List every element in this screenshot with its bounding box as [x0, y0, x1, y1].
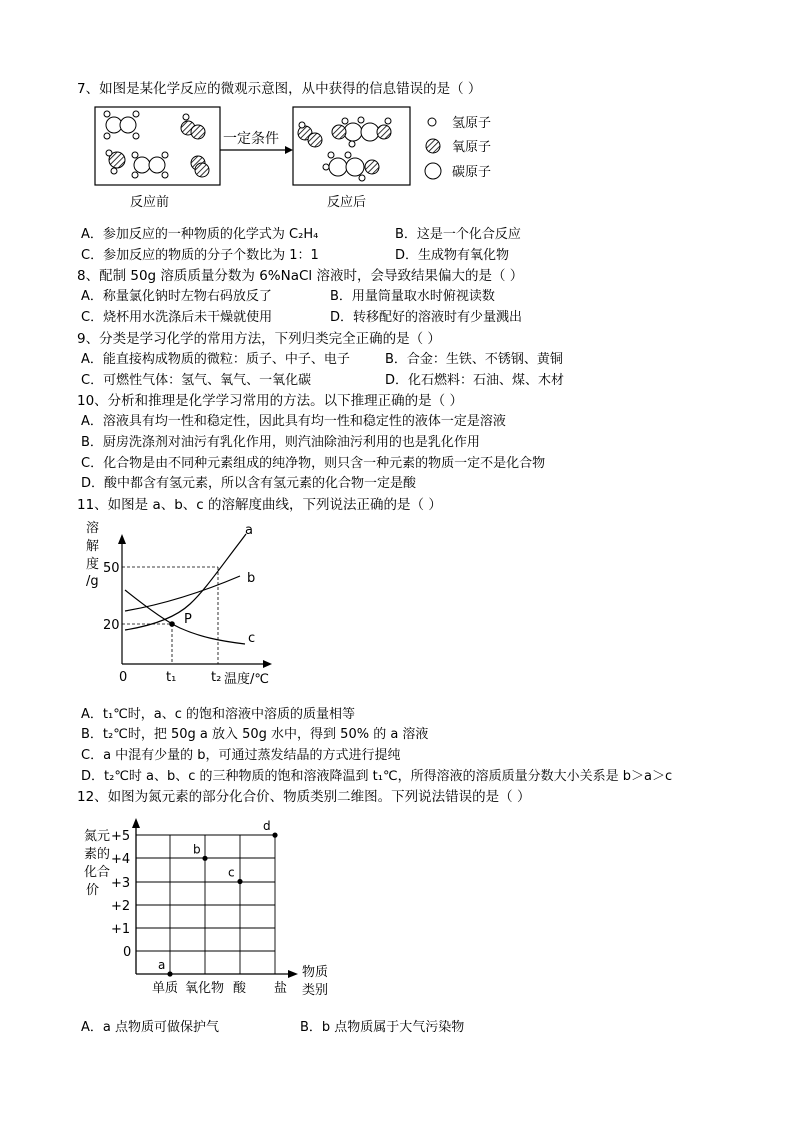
- point-label-a: a: [158, 958, 166, 972]
- curve-b-label: b: [247, 571, 256, 586]
- x-label-2: 类别: [302, 983, 329, 998]
- arrow-label: 一定条件: [223, 131, 279, 147]
- y-tick-0: 0: [123, 945, 132, 960]
- x-tick-acid: 酸: [233, 981, 247, 996]
- y-label-2: 素的: [84, 847, 111, 862]
- q7-option-b: B．这是一个化合反应: [395, 227, 521, 242]
- x-tick-t1: t₁: [166, 670, 177, 685]
- q7-option-a: A．参加反应的一种物质的化学式为 C₂H₄: [81, 227, 319, 242]
- before-caption: 反应前: [130, 195, 170, 210]
- x-tick-element: 单质: [152, 981, 179, 996]
- curve-c-label: c: [248, 631, 256, 646]
- point-b: [202, 856, 207, 861]
- point-p: [169, 621, 175, 627]
- q12-option-a: A．a 点物质可做保护气: [81, 1020, 219, 1035]
- water-molecule: [106, 150, 125, 174]
- x-tick-oxide: 氧化物: [185, 981, 225, 996]
- y-tick-plus2: +2: [111, 899, 131, 914]
- curve-b: [125, 576, 240, 611]
- q7-option-d: D．生成物有氧化物: [395, 248, 510, 263]
- ethylene-molecule-2: [132, 152, 168, 178]
- curve-a-label: a: [245, 523, 253, 538]
- hydrogen-atom-icon: [428, 118, 436, 126]
- point-label-d: d: [263, 819, 271, 834]
- q8-option-d: D．转移配好的溶液时有少量溅出: [330, 310, 523, 325]
- q10-option-c: C．化合物是由不同种元素组成的纯净物，则只含一种元素的物质一定不是化合物: [81, 456, 546, 471]
- q10-stem: 10、分析和推理是化学学习常用的方法。以下推理正确的是（ ）: [77, 393, 463, 409]
- q7-option-c: C．参加反应的物质的分子个数比为 1：1: [81, 248, 319, 263]
- y-tick-plus4: +4: [111, 852, 131, 867]
- q12-option-b: B．b 点物质属于大气污染物: [300, 1020, 465, 1035]
- x-tick-t2: t₂: [211, 670, 222, 685]
- q8-option-c: C．烧杯用水洗涤后未干燥就使用: [81, 310, 273, 325]
- y-tick-50: 50: [103, 561, 120, 576]
- q12-stem: 12、如图为氮元素的部分化合价、物质类别二维图。下列说法错误的是（ ）: [77, 789, 531, 805]
- y-tick-plus3: +3: [111, 876, 131, 891]
- y-label-4: 价: [86, 883, 100, 898]
- q9-option-d: D．化石燃料：石油、煤、木材: [385, 373, 565, 388]
- legend-oxygen: 氧原子: [452, 140, 492, 155]
- q12-valence-chart: [80, 810, 340, 1005]
- q11-solubility-chart: [80, 518, 280, 690]
- x-label: 温度/℃: [224, 672, 269, 687]
- y-label-3: 度: [86, 557, 100, 572]
- q10-option-b: B．厨房洗涤剂对油污有乳化作用，则汽油除油污利用的也是乳化作用: [81, 435, 480, 450]
- y-label-1: 氮元: [84, 829, 111, 844]
- q9-option-c: C．可燃性气体：氢气、氧气、一氧化碳: [81, 373, 312, 388]
- y-label-4: /g: [86, 574, 99, 589]
- oxygen-molecule: [181, 121, 205, 139]
- q9-option-b: B．合金：生铁、不锈钢、黄铜: [385, 352, 563, 367]
- x-label-1: 物质: [302, 965, 329, 980]
- q8-option-a: A．称量氯化钠时左物右码放反了: [81, 289, 272, 304]
- point-c: [237, 879, 242, 884]
- y-tick-plus1: +1: [111, 922, 131, 937]
- product-molecule-bottom: [323, 152, 379, 181]
- q10-option-d: D．酸中都含有氢元素，所以含有氢元素的化合物一定是酸: [81, 476, 417, 491]
- q7-reaction-diagram: [90, 105, 510, 215]
- carbon-atom-icon: [425, 163, 441, 179]
- q8-option-b: B．用量筒量取水时俯视读数: [330, 289, 495, 304]
- q11-option-b: B．t₂℃时，把 50g a 放入 50g 水中，得到 50% 的 a 溶液: [81, 727, 429, 742]
- legend-carbon: 碳原子: [452, 165, 492, 180]
- point-a: [167, 971, 172, 976]
- y-label-1: 溶: [86, 521, 100, 536]
- y-label-2: 解: [86, 539, 100, 554]
- q7-stem: 7、如图是某化学反应的微观示意图，从中获得的信息错误的是（ ）: [77, 81, 482, 97]
- oxygen-molecule-2: [191, 156, 209, 177]
- q10-option-a: A．溶液具有均一性和稳定性，因此具有均一性和稳定性的液体一定是溶液: [81, 414, 506, 429]
- y-label-3: 化合: [84, 865, 111, 880]
- q11-option-c: C．a 中混有少量的 b，可通过蒸发结晶的方式进行提纯: [81, 748, 401, 763]
- q8-stem: 8、配制 50g 溶质质量分数为 6%NaCl 溶液时，会导致结果偏大的是（ ）: [77, 268, 524, 284]
- q11-stem: 11、如图是 a、b、c 的溶解度曲线，下列说法正确的是（ ）: [77, 497, 442, 513]
- ethylene-molecule: [104, 111, 139, 139]
- point-d: [272, 833, 277, 838]
- q9-stem: 9、分类是学习化学的常用方法，下列归类完全正确的是（ ）: [77, 331, 441, 347]
- y-tick-plus5: +5: [111, 829, 131, 844]
- oxygen-molecule-after: [298, 122, 322, 147]
- x-tick-salt: 盐: [274, 981, 288, 996]
- q11-option-a: A．t₁℃时，a、c 的饱和溶液中溶质的质量相等: [81, 707, 356, 722]
- legend-hydrogen: 氢原子: [452, 116, 492, 131]
- q11-option-d: D．t₂℃时 a、b、c 的三种物质的饱和溶液降温到 t₁℃，所得溶液的溶质质量分数大小关系是 b＞a＞c: [81, 769, 673, 784]
- q9-option-a: A．能直接构成物质的微粒：质子、中子、电子: [81, 352, 350, 367]
- product-molecule-top: [332, 117, 391, 147]
- point-p-label: P: [184, 612, 192, 627]
- point-label-b: b: [193, 842, 201, 857]
- x-origin: 0: [119, 670, 128, 685]
- y-tick-20: 20: [103, 618, 120, 633]
- point-label-c: c: [228, 865, 235, 880]
- after-caption: 反应后: [327, 195, 367, 210]
- oxygen-atom-icon: [426, 139, 440, 153]
